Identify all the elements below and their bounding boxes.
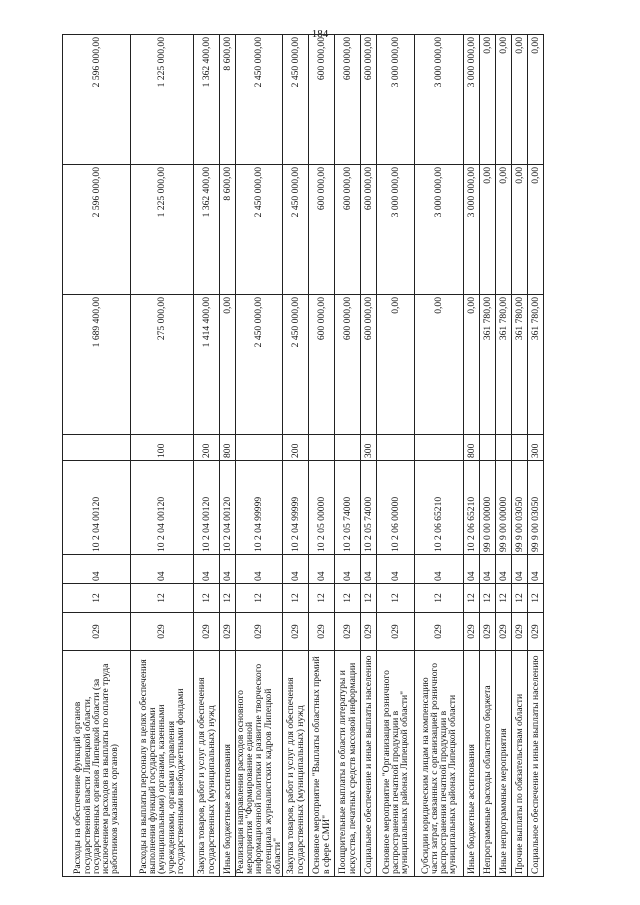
row-section: 12 [512, 584, 528, 613]
budget-table [62, 34, 544, 877]
row-admin: 029 [464, 613, 480, 651]
row-section: 12 [283, 584, 309, 613]
row-name: Прочие выплаты по обязательствам области [512, 651, 528, 877]
row-subsection: 04 [220, 555, 236, 584]
row-admin: 029 [283, 613, 309, 651]
table-row [63, 35, 131, 877]
row-sum-1: 2 450 000,00 [283, 295, 309, 435]
row-subsection: 04 [377, 555, 415, 584]
row-subsection: 04 [361, 555, 377, 584]
row-name: Субсидии юридическим лицам на компенсацию части затрат, связанных с организацией розничного распространения печатной продукции в муниципальных районах Липецкой области [415, 651, 464, 877]
row-sum-1: 600 000,00 [361, 295, 377, 435]
row-subsection: 04 [131, 555, 194, 584]
row-expense-type: 200 [194, 435, 220, 461]
row-sum-3: 2 450 000,00 [283, 35, 309, 165]
row-target-article: 10 2 04 00120 [194, 461, 220, 555]
row-subsection: 04 [63, 555, 131, 584]
row-section: 12 [194, 584, 220, 613]
row-target-article: 10 2 06 65210 [464, 461, 480, 555]
row-name: Иные бюджетные ассигнования [464, 651, 480, 877]
row-name: Непрограммные расходы областного бюджета [480, 651, 496, 877]
row-subsection: 04 [480, 555, 496, 584]
row-sum-2: 600 000,00 [361, 165, 377, 295]
table-row [194, 35, 220, 877]
row-target-article: 10 2 04 99999 [283, 461, 309, 555]
row-section: 12 [415, 584, 464, 613]
row-sum-1: 600 000,00 [309, 295, 335, 435]
row-name: Реализация направления расходов основного мероприятия "Формирование единой информационной политики и развитие творческого потенциала журналистских кадров Липецкой области" [236, 651, 283, 877]
row-sum-1: 361 780,00 [512, 295, 528, 435]
row-sum-3: 2 450 000,00 [236, 35, 283, 165]
row-section: 12 [309, 584, 335, 613]
row-sum-3: 3 000 000,00 [415, 35, 464, 165]
row-expense-type [63, 435, 131, 461]
table-row [464, 35, 480, 877]
row-section: 12 [131, 584, 194, 613]
table-row [131, 35, 194, 877]
row-sum-3: 1 362 400,00 [194, 35, 220, 165]
row-name: Поощрительные выплаты в области литературы и искусства, печатных средств массовой информации [335, 651, 361, 877]
row-subsection: 04 [283, 555, 309, 584]
table-row [309, 35, 335, 877]
row-sum-3: 3 000 000,00 [464, 35, 480, 165]
row-sum-1: 1 414 400,00 [194, 295, 220, 435]
row-subsection: 04 [335, 555, 361, 584]
row-sum-2: 600 000,00 [309, 165, 335, 295]
row-section: 12 [480, 584, 496, 613]
table-row [236, 35, 283, 877]
row-target-article: 10 2 04 00120 [220, 461, 236, 555]
row-sum-2: 0,00 [480, 165, 496, 295]
row-sum-3: 0,00 [512, 35, 528, 165]
row-subsection: 04 [194, 555, 220, 584]
row-section: 12 [236, 584, 283, 613]
row-subsection: 04 [309, 555, 335, 584]
row-name: Закупка товаров, работ и услуг для обеспечения государственных (муниципальных) нужд [283, 651, 309, 877]
row-expense-type: 300 [528, 435, 544, 461]
row-expense-type [309, 435, 335, 461]
row-sum-3: 600 000,00 [361, 35, 377, 165]
row-admin: 029 [194, 613, 220, 651]
row-name: Иные бюджетные ассигнования [220, 651, 236, 877]
row-sum-2: 2 596 000,00 [63, 165, 131, 295]
row-sum-2: 2 450 000,00 [236, 165, 283, 295]
row-expense-type: 800 [220, 435, 236, 461]
row-admin: 029 [335, 613, 361, 651]
row-subsection: 04 [512, 555, 528, 584]
row-sum-2: 8 600,00 [220, 165, 236, 295]
row-sum-2: 3 000 000,00 [415, 165, 464, 295]
row-sum-3: 2 596 000,00 [63, 35, 131, 165]
row-sum-2: 1 225 000,00 [131, 165, 194, 295]
row-expense-type [512, 435, 528, 461]
row-sum-2: 0,00 [512, 165, 528, 295]
row-admin: 029 [131, 613, 194, 651]
row-sum-2: 3 000 000,00 [464, 165, 480, 295]
row-subsection: 04 [528, 555, 544, 584]
row-sum-1: 0,00 [464, 295, 480, 435]
table-row [220, 35, 236, 877]
row-target-article: 10 2 05 00000 [309, 461, 335, 555]
row-sum-1: 361 780,00 [528, 295, 544, 435]
row-sum-2: 600 000,00 [335, 165, 361, 295]
row-target-article: 10 2 04 00120 [63, 461, 131, 555]
row-sum-2: 3 000 000,00 [377, 165, 415, 295]
row-sum-3: 0,00 [480, 35, 496, 165]
row-subsection: 04 [415, 555, 464, 584]
row-subsection: 04 [496, 555, 512, 584]
row-expense-type [236, 435, 283, 461]
table-row [361, 35, 377, 877]
row-sum-3: 3 000 000,00 [377, 35, 415, 165]
row-expense-type [480, 435, 496, 461]
row-sum-1: 600 000,00 [335, 295, 361, 435]
row-expense-type [335, 435, 361, 461]
table-row [283, 35, 309, 877]
row-target-article: 10 2 05 74000 [361, 461, 377, 555]
row-name: Социальное обеспечение и иные выплаты населению [528, 651, 544, 877]
row-admin: 029 [377, 613, 415, 651]
row-target-article: 99 9 00 00000 [496, 461, 512, 555]
row-admin: 029 [63, 613, 131, 651]
row-section: 12 [335, 584, 361, 613]
row-sum-1: 0,00 [377, 295, 415, 435]
table-row [480, 35, 496, 877]
page-number: 184 [311, 28, 329, 40]
row-expense-type: 200 [283, 435, 309, 461]
row-admin: 029 [220, 613, 236, 651]
table-row [496, 35, 512, 877]
table-row [528, 35, 544, 877]
row-name: Расходы на обеспечение функций органов государственной власти Липецкой области, государственных органов Липецкой области (за исключением расходов на выплаты по оплате труда работников указанных органов) [63, 651, 131, 877]
row-sum-3: 8 600,00 [220, 35, 236, 165]
row-admin: 029 [480, 613, 496, 651]
row-expense-type [377, 435, 415, 461]
row-name: Основное мероприятие "Выплаты областных премий в сфере СМИ" [309, 651, 335, 877]
row-target-article: 99 9 00 03050 [528, 461, 544, 555]
row-sum-2: 2 450 000,00 [283, 165, 309, 295]
row-target-article: 10 2 04 00120 [131, 461, 194, 555]
row-section: 12 [361, 584, 377, 613]
row-name: Расходы на выплаты персоналу в целях обеспечения выполнения функций государственными (муниципальными) органами, казенными учреждениями, органами управления государственными внебюджетными фондами [131, 651, 194, 877]
row-sum-3: 1 225 000,00 [131, 35, 194, 165]
row-subsection: 04 [236, 555, 283, 584]
row-admin: 029 [415, 613, 464, 651]
row-expense-type [496, 435, 512, 461]
table-row [377, 35, 415, 877]
row-sum-1: 361 780,00 [496, 295, 512, 435]
row-expense-type [415, 435, 464, 461]
row-sum-1: 361 780,00 [480, 295, 496, 435]
row-admin: 029 [309, 613, 335, 651]
row-name: Закупка товаров, работ и услуг для обеспечения государственных (муниципальных) нужд [194, 651, 220, 877]
row-admin: 029 [512, 613, 528, 651]
row-section: 12 [528, 584, 544, 613]
row-sum-3: 0,00 [496, 35, 512, 165]
row-section: 12 [377, 584, 415, 613]
row-target-article: 99 0 00 00000 [480, 461, 496, 555]
row-section: 12 [496, 584, 512, 613]
row-name: Иные непрограммные мероприятия [496, 651, 512, 877]
row-expense-type: 800 [464, 435, 480, 461]
row-target-article: 10 2 06 00000 [377, 461, 415, 555]
row-sum-1: 0,00 [415, 295, 464, 435]
table-row [512, 35, 528, 877]
row-subsection: 04 [464, 555, 480, 584]
row-admin: 029 [361, 613, 377, 651]
row-target-article: 10 2 06 65210 [415, 461, 464, 555]
row-sum-1: 0,00 [220, 295, 236, 435]
row-sum-2: 1 362 400,00 [194, 165, 220, 295]
row-sum-2: 0,00 [496, 165, 512, 295]
row-target-article: 99 9 00 03050 [512, 461, 528, 555]
row-expense-type: 100 [131, 435, 194, 461]
row-sum-3: 600 000,00 [309, 35, 335, 165]
row-target-article: 10 2 05 74000 [335, 461, 361, 555]
row-name: Социальное обеспечение и иные выплаты населению [361, 651, 377, 877]
row-section: 12 [63, 584, 131, 613]
row-admin: 029 [236, 613, 283, 651]
row-sum-2: 0,00 [528, 165, 544, 295]
row-sum-3: 0,00 [528, 35, 544, 165]
row-admin: 029 [528, 613, 544, 651]
row-sum-1: 1 689 400,00 [63, 295, 131, 435]
row-admin: 029 [496, 613, 512, 651]
row-name: Основное мероприятие "Организация розничного распространения печатной продукции в муниципальных районах Липецкой области" [377, 651, 415, 877]
budget-table-rotated [62, 35, 580, 877]
row-section: 12 [464, 584, 480, 613]
table-row [415, 35, 464, 877]
row-expense-type: 300 [361, 435, 377, 461]
row-section: 12 [220, 584, 236, 613]
row-sum-1: 275 000,00 [131, 295, 194, 435]
row-target-article: 10 2 04 99999 [236, 461, 283, 555]
row-sum-3: 600 000,00 [335, 35, 361, 165]
row-sum-1: 2 450 000,00 [236, 295, 283, 435]
table-row [335, 35, 361, 877]
